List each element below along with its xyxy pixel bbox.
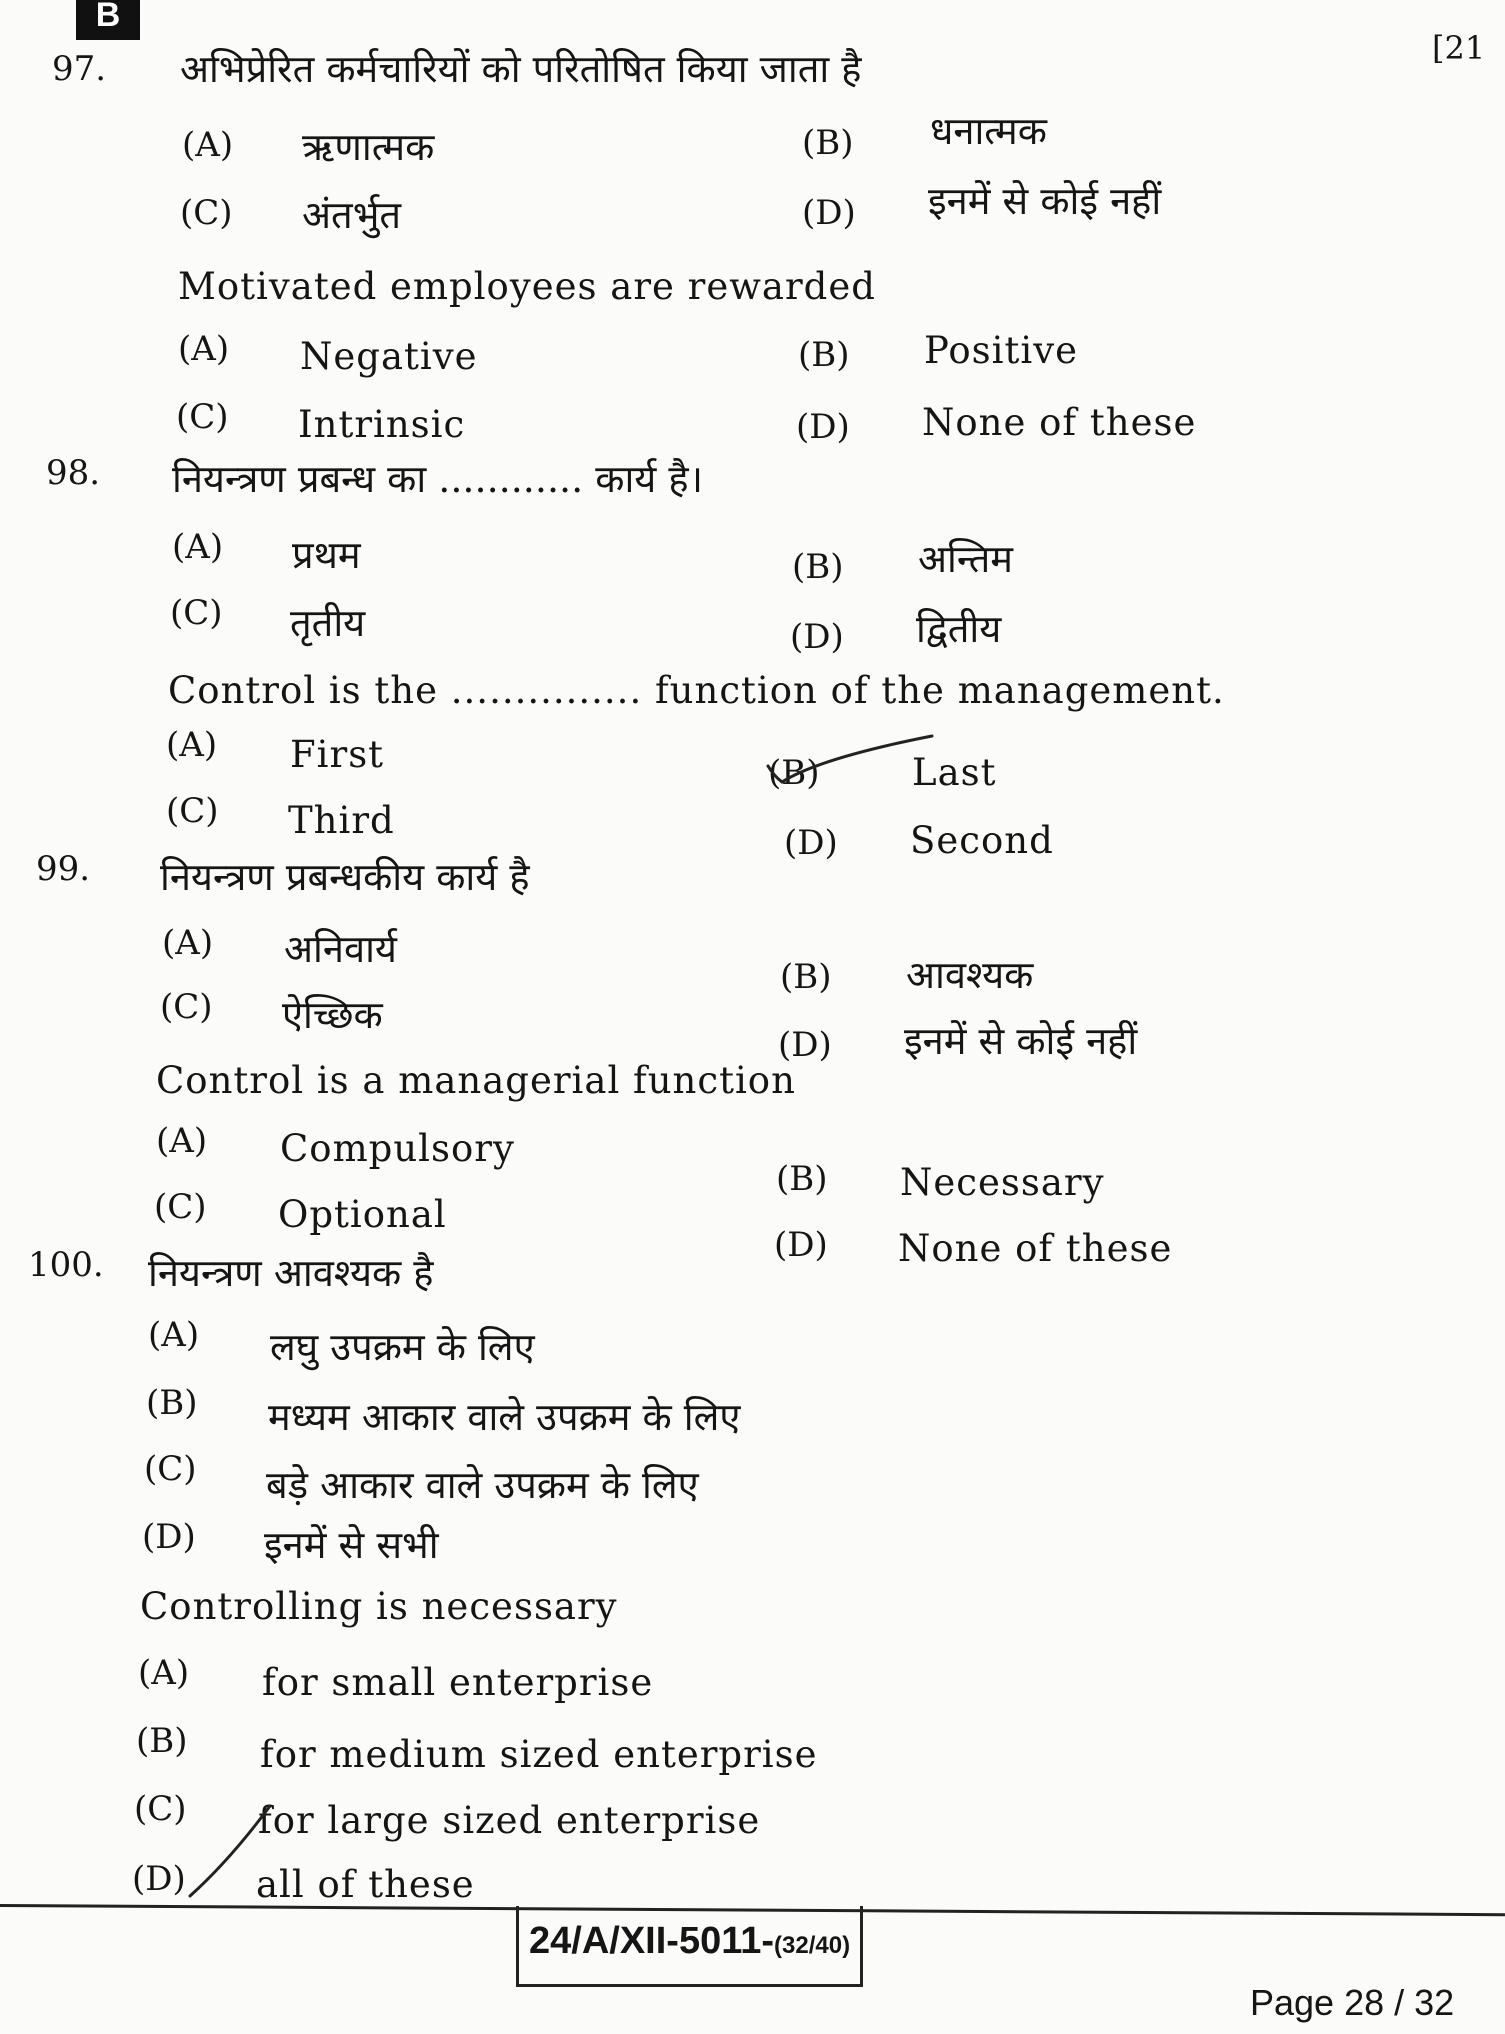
english-option-a: First <box>290 733 385 776</box>
option-label-c: (C) <box>154 1187 207 1227</box>
hindi-option-c: बड़े आकार वाले उपक्रम के लिए <box>266 1463 699 1507</box>
question-number: 100. <box>28 1245 104 1285</box>
hindi-question: अभिप्रेरित कर्मचारियों को परितोषित किया जाता है <box>180 47 862 91</box>
hindi-option-b: मध्यम आकार वाले उपक्रम के लिए <box>268 1395 741 1439</box>
hindi-option-d: द्वितीय <box>916 607 1002 651</box>
hindi-option-c: अंतर्भुत <box>302 193 402 237</box>
hindi-option-b: अन्तिम <box>918 537 1013 581</box>
paper-code-box <box>516 1906 863 1987</box>
paper-code: 24/A/XII-5011- <box>529 1920 775 1962</box>
corner-page-number: [21 <box>1432 29 1486 67</box>
option-label-d: (D) <box>778 1025 832 1065</box>
english-option-a: Compulsory <box>280 1127 515 1170</box>
hindi-option-a: लघु उपक्रम के लिए <box>270 1325 535 1369</box>
english-option-d: all of these <box>256 1863 475 1906</box>
english-option-a: Negative <box>300 335 478 378</box>
english-option-d: None of these <box>922 401 1197 444</box>
option-label-a: (A) <box>148 1315 200 1355</box>
option-label-d: (D) <box>132 1859 186 1899</box>
english-option-b: Positive <box>924 329 1078 372</box>
english-option-c: Third <box>288 799 395 842</box>
hindi-option-c: तृतीय <box>290 601 366 645</box>
option-label-b: (B) <box>146 1383 198 1423</box>
english-option-a: for small enterprise <box>262 1661 654 1704</box>
english-option-b: Last <box>912 751 997 794</box>
hindi-option-a: प्रथम <box>292 533 361 577</box>
option-label-c: (C) <box>166 791 219 831</box>
hindi-question: नियन्त्रण प्रबन्धकीय कार्य है <box>160 855 530 899</box>
question-number: 98. <box>46 453 101 493</box>
option-label-c: (C) <box>170 593 223 633</box>
english-option-d: Second <box>910 819 1054 862</box>
hindi-option-d: इनमें से कोई नहीं <box>928 179 1162 223</box>
option-label-d: (D) <box>774 1225 828 1265</box>
option-label-a: (A) <box>162 923 214 963</box>
hindi-option-a: ऋणात्मक <box>302 125 435 169</box>
hindi-option-c: ऐच्छिक <box>282 993 383 1037</box>
option-label-b: (B) <box>780 957 832 997</box>
option-label-c: (C) <box>180 193 233 233</box>
english-option-c: Optional <box>278 1193 447 1236</box>
option-label-a: (A) <box>182 125 234 165</box>
option-label-b: (B) <box>136 1721 188 1761</box>
paper-code-suffix: (32/40) <box>774 1932 851 1959</box>
hindi-option-b: आवश्यक <box>906 953 1034 997</box>
english-question: Control is the ............... function of the management. <box>168 669 1225 712</box>
english-question: Motivated employees are rewarded <box>178 265 876 308</box>
english-option-c: for large sized enterprise <box>258 1799 761 1842</box>
question-number: 99. <box>36 849 91 889</box>
option-label-a: (A) <box>172 527 224 567</box>
option-label-b: (B) <box>798 335 850 375</box>
option-label-d: (D) <box>790 617 844 657</box>
option-label-a: (A) <box>166 725 218 765</box>
option-label-b: (B) <box>776 1159 828 1199</box>
option-label-c: (C) <box>144 1449 197 1489</box>
option-label-c: (C) <box>160 987 213 1027</box>
hindi-option-b: धनात्मक <box>930 109 1047 153</box>
english-option-b: Necessary <box>900 1161 1105 1204</box>
english-question: Controlling is necessary <box>140 1585 618 1628</box>
option-label-c: (C) <box>176 397 229 437</box>
option-label-a: (A) <box>156 1121 208 1161</box>
option-label-b: (B) <box>792 547 844 587</box>
option-label-b: (B) <box>802 123 854 163</box>
english-option-b: for medium sized enterprise <box>260 1733 818 1776</box>
english-option-c: Intrinsic <box>298 403 466 446</box>
english-question: Control is a managerial function <box>156 1059 796 1102</box>
option-label-d: (D) <box>796 407 850 447</box>
english-option-d: None of these <box>898 1227 1173 1270</box>
hindi-option-a: अनिवार्य <box>284 927 397 971</box>
option-label-c: (C) <box>134 1789 187 1829</box>
answer-tick-mark-q100 <box>130 1800 290 1910</box>
option-label-d: (D) <box>784 823 838 863</box>
set-letter-badge: B <box>76 0 140 40</box>
hindi-option-d: इनमें से सभी <box>264 1523 439 1567</box>
option-label-d: (D) <box>802 193 856 233</box>
answer-tick-mark-q98 <box>760 728 940 798</box>
option-label-a: (A) <box>178 329 230 369</box>
question-number: 97. <box>52 49 107 89</box>
hindi-question: नियन्त्रण प्रबन्ध का ............ कार्य है। <box>172 457 704 501</box>
hindi-option-d: इनमें से कोई नहीं <box>904 1019 1138 1063</box>
hindi-question: नियन्त्रण आवश्यक है <box>148 1251 434 1295</box>
footer-page-number: Page 28 / 32 <box>1250 1982 1455 2023</box>
option-label-b: (B) <box>768 753 820 793</box>
option-label-a: (A) <box>138 1653 190 1693</box>
option-label-d: (D) <box>142 1517 196 1557</box>
